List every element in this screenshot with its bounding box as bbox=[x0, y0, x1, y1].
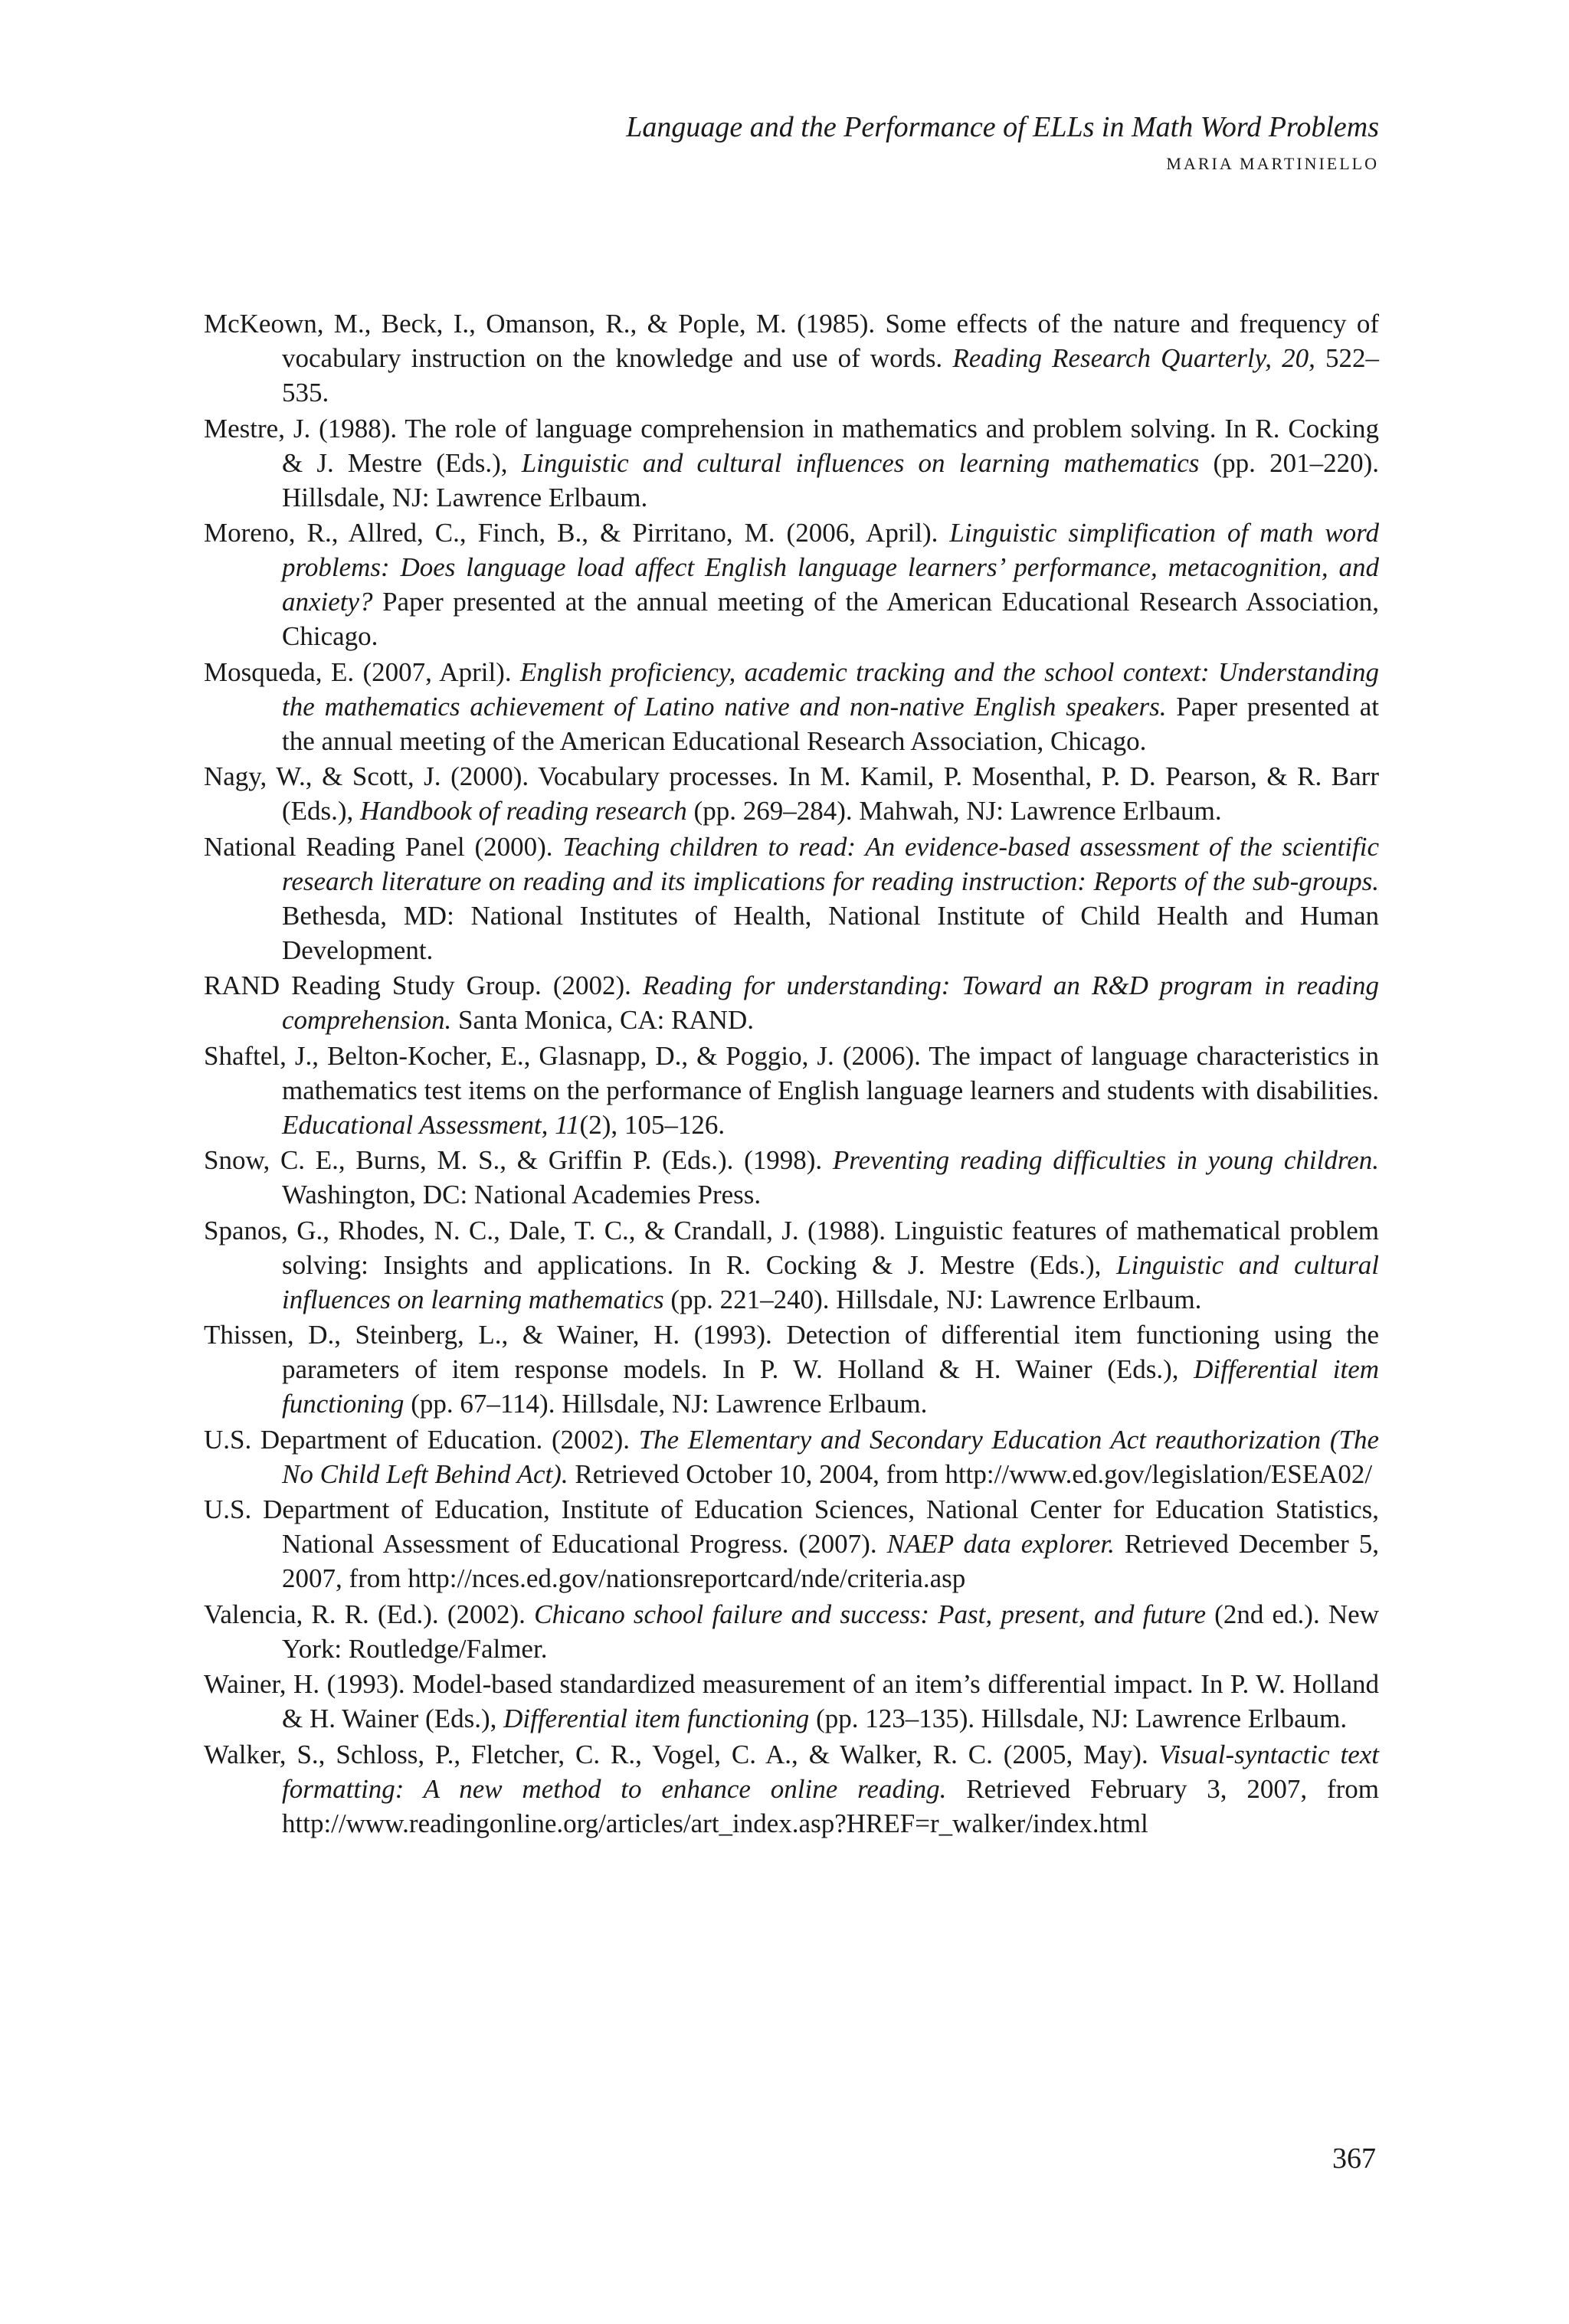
reference-entry bbox=[204, 830, 1379, 967]
reference-text: Mosqueda, E. (2007, April). bbox=[204, 656, 520, 687]
reference-italic-text: Differential item functioning bbox=[282, 1354, 1379, 1419]
reference-text: Spanos, G., Rhodes, N. C., Dale, T. C., & Crandall, J. (1988). Linguistic features of mathematical problem solving: Insights and applications. In R. Cocking & J. Mestre (Eds.), bbox=[204, 1215, 1379, 1280]
reference-text: Thissen, D., Steinberg, L., & Wainer, H. (1993). Detection of differential item functioning using the parameters of item response models. In P. W. Holland & H. Wainer (Eds.), bbox=[204, 1320, 1379, 1384]
reference-text: 522–535. bbox=[282, 343, 1380, 408]
running-title: Language and the Performance of ELLs in Math Word Problems bbox=[626, 111, 1379, 143]
reference-text: Retrieved October 10, 2004, from http://www.ed.gov/legislation/ESEA02/ bbox=[568, 1458, 1373, 1489]
reference-entry bbox=[204, 759, 1379, 828]
reference-italic-text: Chicano school failure and success: Past, present, and future bbox=[534, 1599, 1206, 1629]
reference-entry bbox=[204, 1213, 1379, 1317]
reference-text: Paper presented at the annual meeting of the American Educational Research Association, Chicago. bbox=[282, 587, 1379, 651]
reference-entry bbox=[204, 1422, 1379, 1491]
reference-text: (2nd ed.). New York: Routledge/Falmer. bbox=[282, 1599, 1379, 1664]
reference-entry bbox=[204, 1597, 1379, 1666]
reference-text: Walker, S., Schloss, P., Fletcher, C. R., Vogel, C. A., & Walker, R. C. (2005, May). bbox=[204, 1739, 1159, 1769]
reference-text: Retrieved December 5, 2007, from http://nces.ed.gov/nationsreportcard/nde/criteria.asp bbox=[282, 1529, 1379, 1593]
reference-text: McKeown, M., Beck, I., Omanson, R., & Pople, M. (1985). Some effects of the nature and frequency of vocabulary instruction on the knowledge and use of words. bbox=[204, 309, 1379, 373]
reference-text: Shaftel, J., Belton-Kocher, E., Glasnapp, D., & Poggio, J. (2006). The impact of language characteristics in mathematics test items on the performance of English language learners and students with disabilities. bbox=[204, 1040, 1379, 1105]
reference-italic-text: Handbook of reading research bbox=[360, 796, 687, 826]
reference-text: Snow, C. E., Burns, M. S., & Griffin P. (Eds.). (1998). bbox=[204, 1145, 833, 1175]
reference-entry bbox=[204, 411, 1379, 515]
reference-entry bbox=[204, 1667, 1379, 1736]
reference-text: Santa Monica, CA: RAND. bbox=[451, 1005, 754, 1035]
reference-text: (2), 105–126. bbox=[579, 1109, 726, 1140]
reference-text: Retrieved February 3, 2007, from http://www.readingonline.org/articles/art_index.asp?HREF=r_walker/index.html bbox=[282, 1773, 1379, 1838]
reference-entry bbox=[204, 1492, 1379, 1596]
running-author: MARIA MARTINIELLO bbox=[1166, 154, 1379, 173]
reference-text: (pp. 67–114). Hillsdale, NJ: Lawrence Erlbaum. bbox=[404, 1389, 928, 1419]
reference-italic-text: Linguistic and cultural influences on learning mathematics bbox=[521, 447, 1200, 478]
reference-italic-text: Linguistic and cultural influences on learning mathematics bbox=[282, 1249, 1379, 1314]
reference-italic-text: Reading for understanding: Toward an R&D program in reading comprehension. bbox=[282, 971, 1379, 1035]
reference-italic-text: Educational Assessment, 11 bbox=[282, 1109, 580, 1140]
reference-italic-text: Reading Research Quarterly, 20, bbox=[952, 343, 1315, 373]
reference-text: Valencia, R. R. (Ed.). (2002). bbox=[204, 1599, 535, 1629]
reference-italic-text: Differential item functioning bbox=[503, 1704, 810, 1733]
reference-text: Bethesda, MD: National Institutes of Health, National Institute of Child Health and Human Development. bbox=[282, 900, 1379, 965]
reference-italic-text: English proficiency, academic tracking and the school context: Understanding the mathematics achievement of Latino native and non-native English speakers. bbox=[282, 656, 1379, 722]
reference-text: U.S. Department of Education. (2002). bbox=[204, 1424, 639, 1455]
reference-entry bbox=[204, 516, 1379, 653]
reference-italic-text: Teaching children to read: An evidence-based assessment of the scientific research literature on reading and its implications for reading instruction: Reports of the sub-groups. bbox=[282, 831, 1379, 896]
reference-italic-text: Linguistic simplification of math word problems: Does language load affect English language learners’ performance, metacognition, and anxiety? bbox=[282, 518, 1379, 617]
reference-text: Washington, DC: National Academies Press. bbox=[282, 1180, 762, 1209]
reference-text: (pp. 123–135). Hillsdale, NJ: Lawrence Erlbaum. bbox=[809, 1704, 1348, 1733]
reference-text: Paper presented at the annual meeting of the American Educational Research Association, Chicago. bbox=[282, 691, 1379, 756]
reference-italic-text: The Elementary and Secondary Education Act reauthorization (The No Child Left Behind Act). bbox=[282, 1424, 1380, 1489]
reference-italic-text: NAEP data explorer. bbox=[886, 1529, 1115, 1559]
reference-entry bbox=[204, 1317, 1379, 1421]
page-number: 367 bbox=[1332, 2142, 1376, 2175]
reference-text: Wainer, H. (1993). Model-based standardized measurement of an item’s differential impact. In P. W. Holland & H. Wainer (Eds.), bbox=[204, 1669, 1379, 1733]
reference-entry bbox=[204, 1737, 1379, 1841]
reference-text: Nagy, W., & Scott, J. (2000). Vocabulary processes. In M. Kamil, P. Mosenthal, P. D. Pearson, & R. Barr (Eds.), bbox=[204, 761, 1379, 826]
reference-entry bbox=[204, 1143, 1379, 1212]
running-header bbox=[626, 109, 1379, 179]
reference-text: RAND Reading Study Group. (2002). bbox=[204, 971, 643, 1000]
reference-entry bbox=[204, 306, 1379, 410]
reference-text: (pp. 221–240). Hillsdale, NJ: Lawrence Erlbaum. bbox=[663, 1284, 1202, 1314]
reference-text: National Reading Panel (2000). bbox=[204, 831, 563, 862]
reference-entry bbox=[204, 968, 1379, 1037]
reference-text: U.S. Department of Education, Institute of Education Sciences, National Center for Education Statistics, National Assessment of Educational Progress. (2007). bbox=[204, 1494, 1379, 1559]
reference-text: Moreno, R., Allred, C., Finch, B., & Pirritano, M. (2006, April). bbox=[204, 518, 950, 548]
reference-entry bbox=[204, 655, 1379, 758]
reference-text: (pp. 201–220). Hillsdale, NJ: Lawrence Erlbaum. bbox=[282, 447, 1379, 512]
reference-text: Mestre, J. (1988). The role of language comprehension in mathematics and problem solving. In R. Cocking & J. Mestre (Eds.), bbox=[204, 413, 1379, 478]
reference-list bbox=[204, 306, 1379, 1841]
reference-text: (pp. 269–284). Mahwah, NJ: Lawrence Erlbaum. bbox=[686, 796, 1222, 826]
reference-italic-text: Visual-syntactic text formatting: A new method to enhance online reading. bbox=[282, 1739, 1379, 1804]
reference-italic-text: Preventing reading difficulties in young children. bbox=[832, 1145, 1379, 1175]
reference-entry bbox=[204, 1039, 1379, 1142]
